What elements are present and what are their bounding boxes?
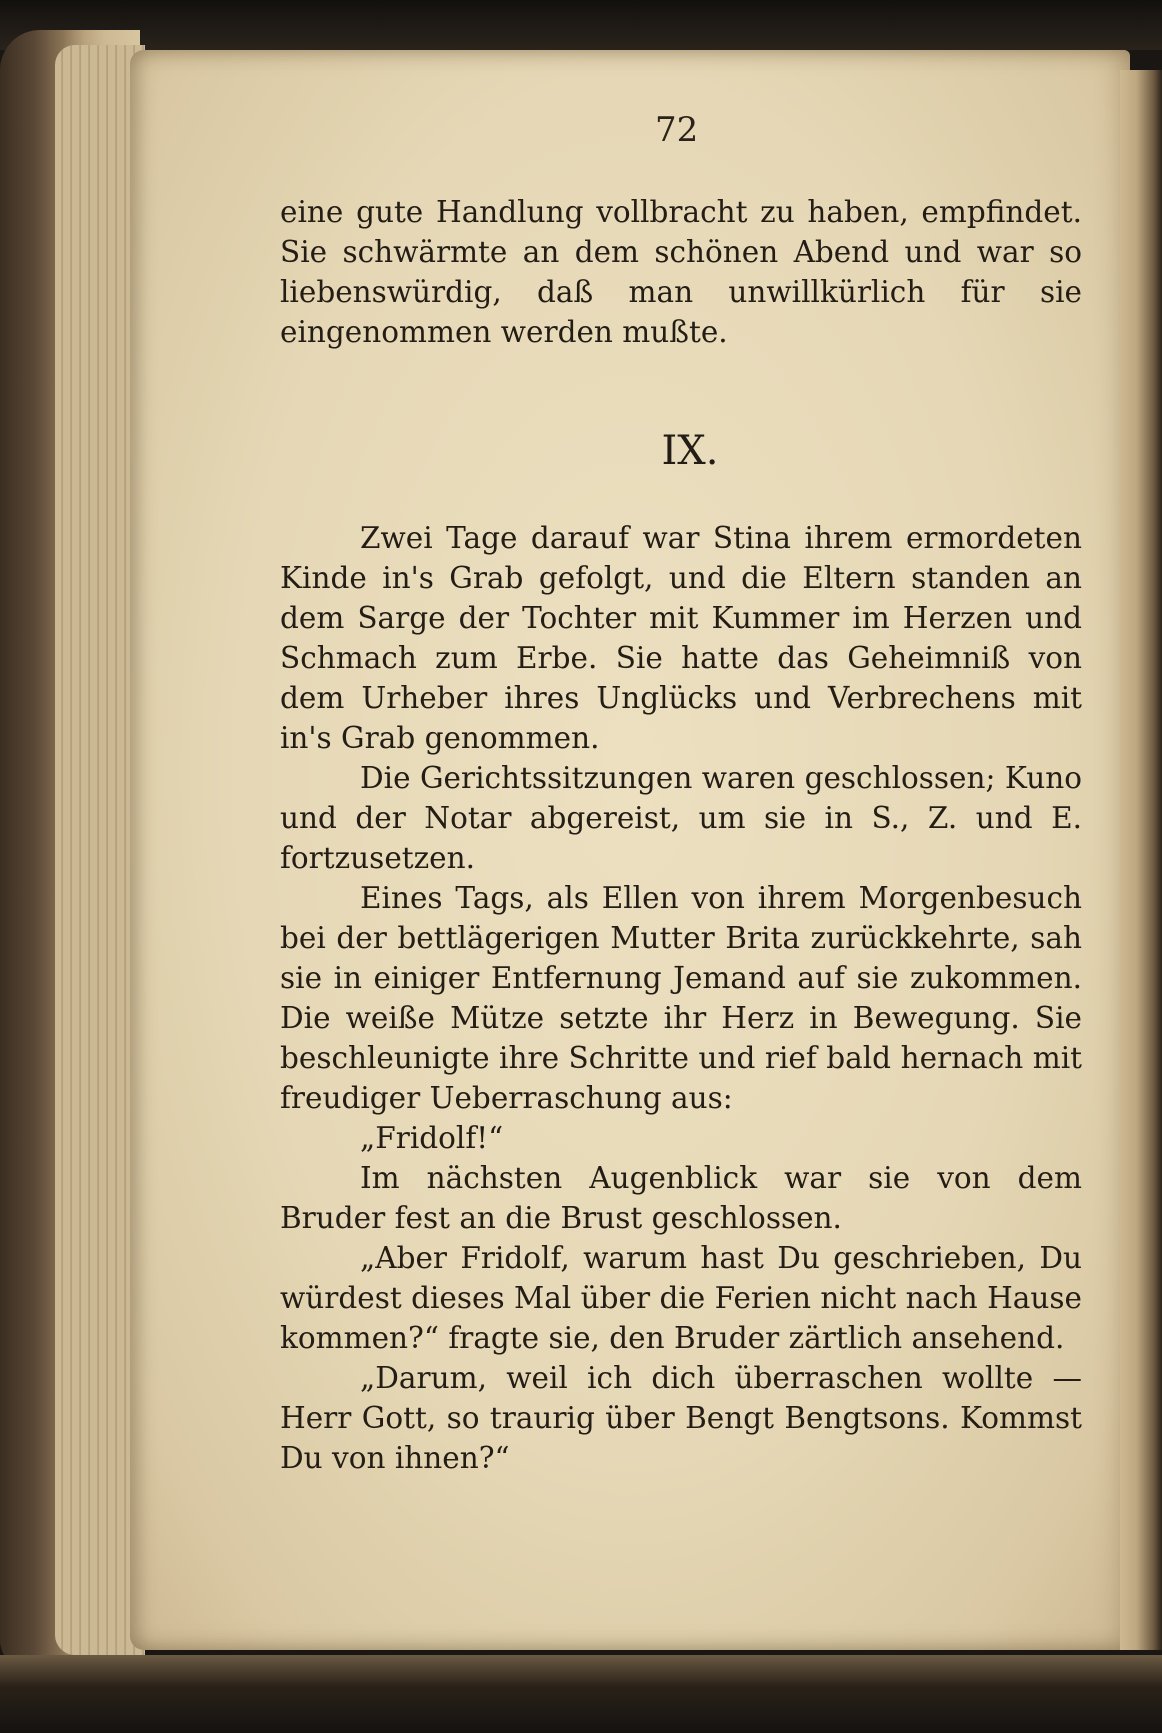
paragraph: eine gute Handlung vollbracht zu haben, empfindet. Sie schwärmte an dem schönen Abend und war so liebenswürdig, daß man unwillkürlich für sie eingenommen werden mußte.	[280, 195, 1082, 349]
paragraph: Die Gerichtssitzungen waren geschlossen; Kuno und der Notar abgereist, um sie in S., Z. und E. fortzusetzen.	[280, 761, 1082, 875]
paragraph: Eines Tags, als Ellen von ihrem Morgenbesuch bei der bettlägerigen Mutter Brita zurückkehrte, sah sie in einiger Entfernung Jemand auf sie zukommen. Die weiße Mütze setzte ihr Herz in Bewegung. Sie beschleunigte ihre Schritte und rief bald hernach mit freudiger Ueberraschung aus:	[280, 881, 1082, 1115]
top-background	[0, 0, 1162, 50]
text-block-top	[280, 192, 1082, 352]
page-number: 72	[655, 110, 699, 150]
paragraph: „Aber Fridolf, warum hast Du geschrieben, Du würdest dieses Mal über die Ferien nicht nach Hause kommen?“ fragte sie, den Bruder zärtlich ansehend.	[280, 1241, 1082, 1355]
paragraph: „Fridolf!“	[360, 1121, 504, 1155]
chapter-heading: IX.	[661, 428, 719, 474]
paragraph: „Darum, weil ich dich überraschen wollte — Herr Gott, so traurig über Bengt Bengtsons. Kommst Du von ihnen?“	[280, 1361, 1082, 1475]
paragraph: Zwei Tage darauf war Stina ihrem ermordeten Kinde in's Grab gefolgt, und die Eltern standen an dem Sarge der Tochter mit Kummer im Herzen und Schmach zum Erbe. Sie hatte das Geheimniß von dem Urheber ihres Unglücks und Verbrechens mit in's Grab genommen.	[280, 521, 1082, 755]
text-block-main	[280, 518, 1082, 1478]
paragraph: Im nächsten Augenblick war sie von dem Bruder fest an die Brust geschlossen.	[280, 1161, 1082, 1235]
bottom-background	[0, 1655, 1162, 1733]
page-gutter	[1120, 70, 1162, 1650]
